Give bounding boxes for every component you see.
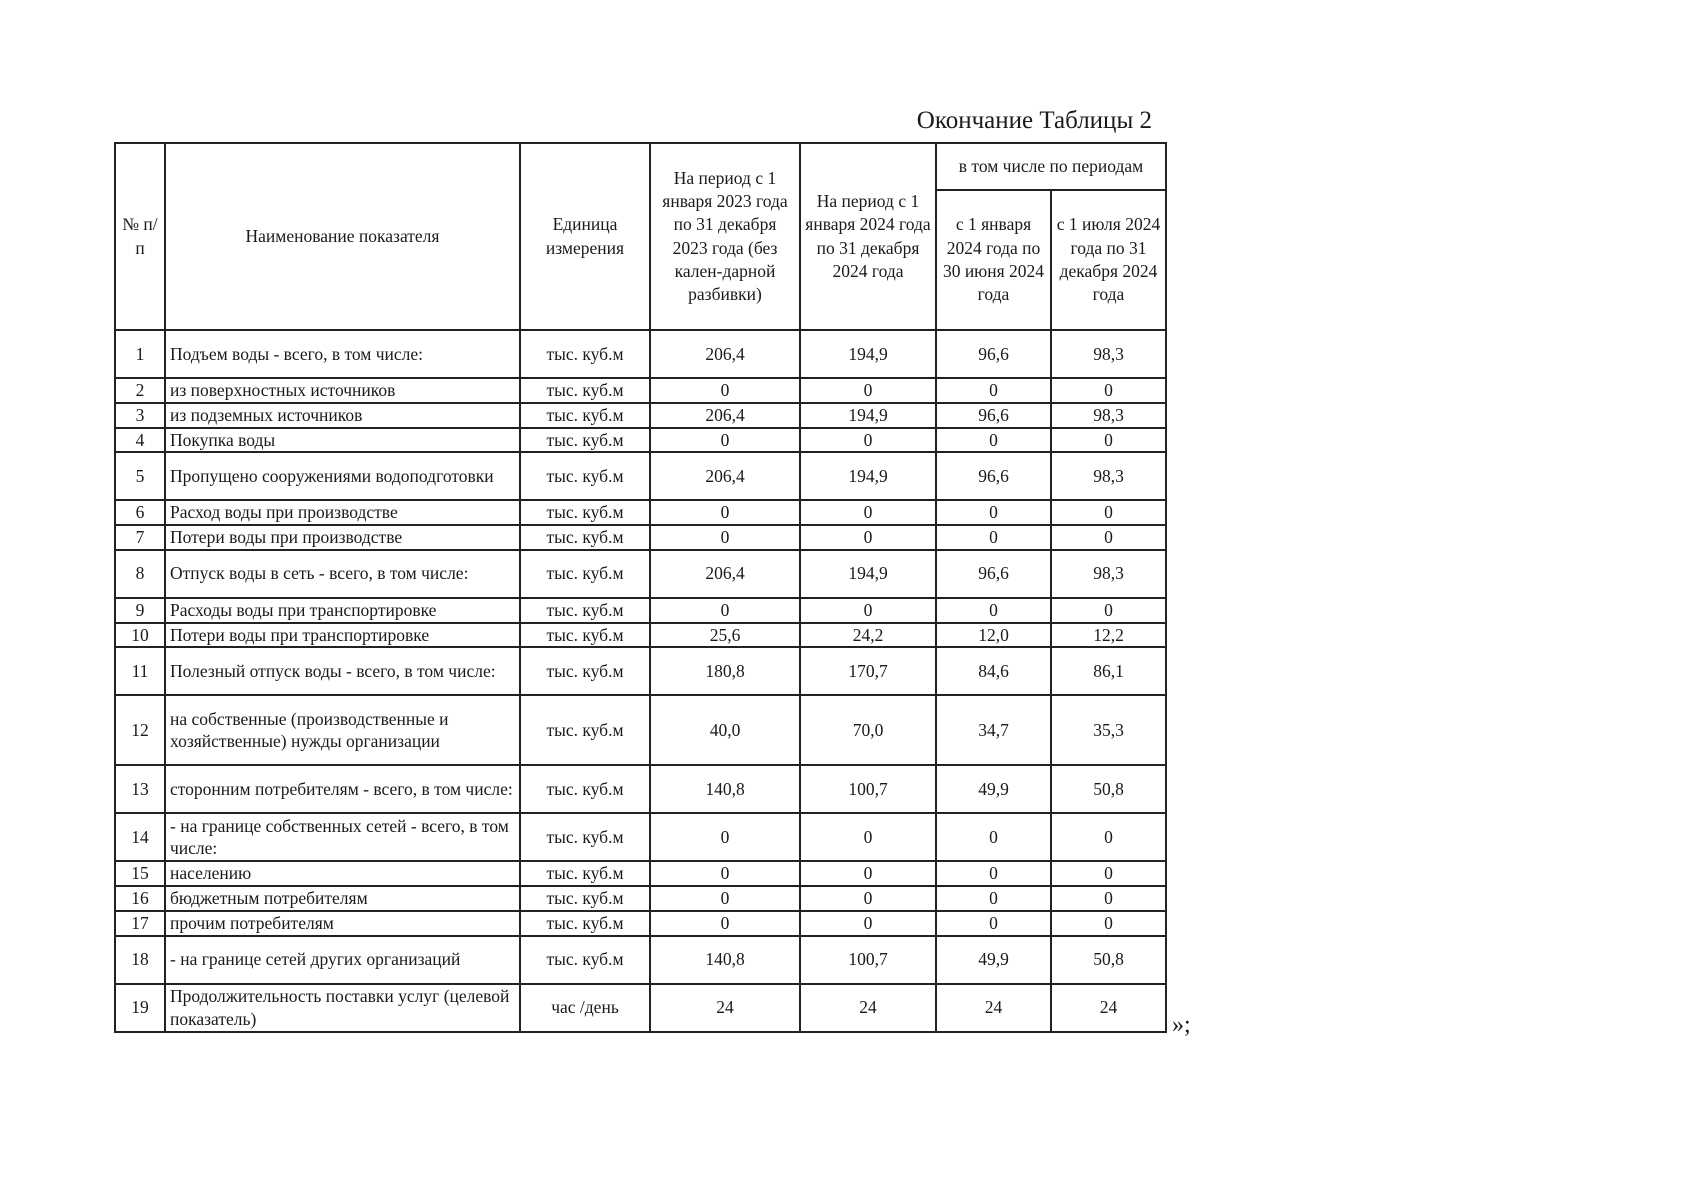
indicator-name-cell: сторонним потребителям - всего, в том числе: bbox=[165, 765, 520, 813]
unit-cell: тыс. куб.м bbox=[520, 695, 650, 765]
value-first-half-2024-cell: 96,6 bbox=[936, 550, 1051, 598]
row-number-cell: 9 bbox=[115, 598, 165, 623]
value-2024-cell: 194,9 bbox=[800, 403, 936, 428]
header-num: № п/п bbox=[115, 143, 165, 330]
value-2024-cell: 0 bbox=[800, 861, 936, 886]
row-number-cell: 15 bbox=[115, 861, 165, 886]
unit-cell: тыс. куб.м bbox=[520, 378, 650, 403]
value-2023-cell: 206,4 bbox=[650, 330, 800, 378]
value-2024-cell: 0 bbox=[800, 500, 936, 525]
table-row bbox=[115, 886, 1166, 911]
value-second-half-2024-cell: 0 bbox=[1051, 428, 1166, 453]
indicator-name-cell: Продолжительность поставки услуг (целевой показатель) bbox=[165, 984, 520, 1032]
indicator-name-cell: Расходы воды при транспортировке bbox=[165, 598, 520, 623]
header-including-periods: в том числе по периодам bbox=[936, 143, 1166, 190]
row-number-cell: 5 bbox=[115, 452, 165, 500]
value-2024-cell: 100,7 bbox=[800, 765, 936, 813]
header-unit: Единица измерения bbox=[520, 143, 650, 330]
row-number-cell: 2 bbox=[115, 378, 165, 403]
indicator-name-cell: Полезный отпуск воды - всего, в том числе: bbox=[165, 647, 520, 695]
row-number-cell: 12 bbox=[115, 695, 165, 765]
value-2023-cell: 0 bbox=[650, 861, 800, 886]
table-row bbox=[115, 525, 1166, 550]
value-2024-cell: 0 bbox=[800, 911, 936, 936]
indicator-name-cell: населению bbox=[165, 861, 520, 886]
value-first-half-2024-cell: 0 bbox=[936, 378, 1051, 403]
value-first-half-2024-cell: 12,0 bbox=[936, 623, 1051, 648]
value-2024-cell: 194,9 bbox=[800, 452, 936, 500]
unit-cell: тыс. куб.м bbox=[520, 647, 650, 695]
value-2023-cell: 206,4 bbox=[650, 550, 800, 598]
value-second-half-2024-cell: 0 bbox=[1051, 886, 1166, 911]
value-2024-cell: 170,7 bbox=[800, 647, 936, 695]
indicator-name-cell: - на границе сетей других организаций bbox=[165, 936, 520, 984]
header-name: Наименование показателя bbox=[165, 143, 520, 330]
value-2023-cell: 0 bbox=[650, 813, 800, 861]
value-second-half-2024-cell: 50,8 bbox=[1051, 936, 1166, 984]
header-period-2024: На период с 1 января 2024 года по 31 декабря 2024 года bbox=[800, 143, 936, 330]
value-2023-cell: 206,4 bbox=[650, 452, 800, 500]
table-caption: Окончание Таблицы 2 bbox=[916, 107, 1152, 134]
value-2023-cell: 0 bbox=[650, 911, 800, 936]
table-row bbox=[115, 378, 1166, 403]
unit-cell: тыс. куб.м bbox=[520, 550, 650, 598]
unit-cell: тыс. куб.м bbox=[520, 861, 650, 886]
value-2024-cell: 0 bbox=[800, 428, 936, 453]
table-row bbox=[115, 500, 1166, 525]
table-row bbox=[115, 936, 1166, 984]
unit-cell: тыс. куб.м bbox=[520, 330, 650, 378]
value-2024-cell: 0 bbox=[800, 598, 936, 623]
table-row bbox=[115, 861, 1166, 886]
indicator-name-cell: Пропущено сооружениями водоподготовки bbox=[165, 452, 520, 500]
row-number-cell: 4 bbox=[115, 428, 165, 453]
value-first-half-2024-cell: 84,6 bbox=[936, 647, 1051, 695]
table-row bbox=[115, 911, 1166, 936]
value-first-half-2024-cell: 0 bbox=[936, 861, 1051, 886]
value-2023-cell: 140,8 bbox=[650, 936, 800, 984]
value-second-half-2024-cell: 24 bbox=[1051, 984, 1166, 1032]
indicator-name-cell: из поверхностных источников bbox=[165, 378, 520, 403]
value-2024-cell: 0 bbox=[800, 813, 936, 861]
value-second-half-2024-cell: 12,2 bbox=[1051, 623, 1166, 648]
value-second-half-2024-cell: 0 bbox=[1051, 911, 1166, 936]
value-second-half-2024-cell: 98,3 bbox=[1051, 452, 1166, 500]
unit-cell: тыс. куб.м bbox=[520, 598, 650, 623]
indicator-name-cell: Подъем воды - всего, в том числе: bbox=[165, 330, 520, 378]
indicator-name-cell: Расход воды при производстве bbox=[165, 500, 520, 525]
table-row bbox=[115, 984, 1166, 1032]
value-first-half-2024-cell: 0 bbox=[936, 911, 1051, 936]
table-row bbox=[115, 695, 1166, 765]
value-first-half-2024-cell: 24 bbox=[936, 984, 1051, 1032]
unit-cell: тыс. куб.м bbox=[520, 886, 650, 911]
unit-cell: тыс. куб.м bbox=[520, 813, 650, 861]
value-first-half-2024-cell: 49,9 bbox=[936, 936, 1051, 984]
value-first-half-2024-cell: 96,6 bbox=[936, 330, 1051, 378]
value-second-half-2024-cell: 0 bbox=[1051, 525, 1166, 550]
value-second-half-2024-cell: 0 bbox=[1051, 500, 1166, 525]
indicators-table bbox=[114, 142, 1167, 1033]
value-second-half-2024-cell: 0 bbox=[1051, 813, 1166, 861]
value-first-half-2024-cell: 96,6 bbox=[936, 403, 1051, 428]
row-number-cell: 8 bbox=[115, 550, 165, 598]
value-2024-cell: 0 bbox=[800, 525, 936, 550]
row-number-cell: 3 bbox=[115, 403, 165, 428]
indicator-name-cell: Покупка воды bbox=[165, 428, 520, 453]
value-second-half-2024-cell: 98,3 bbox=[1051, 403, 1166, 428]
value-first-half-2024-cell: 96,6 bbox=[936, 452, 1051, 500]
value-2024-cell: 194,9 bbox=[800, 550, 936, 598]
table-row bbox=[115, 550, 1166, 598]
value-second-half-2024-cell: 0 bbox=[1051, 598, 1166, 623]
row-number-cell: 10 bbox=[115, 623, 165, 648]
value-first-half-2024-cell: 34,7 bbox=[936, 695, 1051, 765]
unit-cell: тыс. куб.м bbox=[520, 936, 650, 984]
row-number-cell: 7 bbox=[115, 525, 165, 550]
value-2024-cell: 0 bbox=[800, 378, 936, 403]
row-number-cell: 14 bbox=[115, 813, 165, 861]
value-2024-cell: 24 bbox=[800, 984, 936, 1032]
row-number-cell: 6 bbox=[115, 500, 165, 525]
header-period-2023: На период с 1 января 2023 года по 31 декабря 2023 года (без кален-дарной разбивки) bbox=[650, 143, 800, 330]
indicator-name-cell: Потери воды при производстве bbox=[165, 525, 520, 550]
value-2024-cell: 70,0 bbox=[800, 695, 936, 765]
unit-cell: тыс. куб.м bbox=[520, 623, 650, 648]
value-first-half-2024-cell: 0 bbox=[936, 500, 1051, 525]
indicator-name-cell: бюджетным потребителям bbox=[165, 886, 520, 911]
header-second-half-2024: с 1 июля 2024 года по 31 декабря 2024 года bbox=[1051, 190, 1166, 330]
value-2024-cell: 194,9 bbox=[800, 330, 936, 378]
value-2023-cell: 25,6 bbox=[650, 623, 800, 648]
table-row bbox=[115, 647, 1166, 695]
value-second-half-2024-cell: 86,1 bbox=[1051, 647, 1166, 695]
indicator-name-cell: - на границе собственных сетей - всего, в том числе: bbox=[165, 813, 520, 861]
value-second-half-2024-cell: 35,3 bbox=[1051, 695, 1166, 765]
value-second-half-2024-cell: 50,8 bbox=[1051, 765, 1166, 813]
value-2023-cell: 40,0 bbox=[650, 695, 800, 765]
closing-quote-mark: »; bbox=[1172, 1012, 1191, 1038]
unit-cell: тыс. куб.м bbox=[520, 428, 650, 453]
row-number-cell: 13 bbox=[115, 765, 165, 813]
row-number-cell: 16 bbox=[115, 886, 165, 911]
unit-cell: тыс. куб.м bbox=[520, 765, 650, 813]
unit-cell: тыс. куб.м bbox=[520, 911, 650, 936]
table-row bbox=[115, 623, 1166, 648]
row-number-cell: 11 bbox=[115, 647, 165, 695]
value-first-half-2024-cell: 0 bbox=[936, 813, 1051, 861]
value-2023-cell: 0 bbox=[650, 428, 800, 453]
value-first-half-2024-cell: 0 bbox=[936, 428, 1051, 453]
indicator-name-cell: из подземных источников bbox=[165, 403, 520, 428]
value-first-half-2024-cell: 49,9 bbox=[936, 765, 1051, 813]
value-2023-cell: 0 bbox=[650, 378, 800, 403]
value-2023-cell: 24 bbox=[650, 984, 800, 1032]
unit-cell: тыс. куб.м bbox=[520, 500, 650, 525]
value-2023-cell: 206,4 bbox=[650, 403, 800, 428]
value-2023-cell: 180,8 bbox=[650, 647, 800, 695]
table-row bbox=[115, 428, 1166, 453]
unit-cell: тыс. куб.м bbox=[520, 403, 650, 428]
indicator-name-cell: прочим потребителям bbox=[165, 911, 520, 936]
unit-cell: час /день bbox=[520, 984, 650, 1032]
indicator-name-cell: Потери воды при транспортировке bbox=[165, 623, 520, 648]
value-2023-cell: 140,8 bbox=[650, 765, 800, 813]
unit-cell: тыс. куб.м bbox=[520, 452, 650, 500]
value-2023-cell: 0 bbox=[650, 598, 800, 623]
row-number-cell: 18 bbox=[115, 936, 165, 984]
table-row bbox=[115, 330, 1166, 378]
indicator-name-cell: Отпуск воды в сеть - всего, в том числе: bbox=[165, 550, 520, 598]
value-first-half-2024-cell: 0 bbox=[936, 598, 1051, 623]
value-2023-cell: 0 bbox=[650, 500, 800, 525]
value-second-half-2024-cell: 0 bbox=[1051, 861, 1166, 886]
indicator-name-cell: на собственные (производственные и хозяйственные) нужды организации bbox=[165, 695, 520, 765]
value-second-half-2024-cell: 0 bbox=[1051, 378, 1166, 403]
value-2023-cell: 0 bbox=[650, 525, 800, 550]
header-first-half-2024: с 1 января 2024 года по 30 июня 2024 года bbox=[936, 190, 1051, 330]
row-number-cell: 19 bbox=[115, 984, 165, 1032]
table-row bbox=[115, 452, 1166, 500]
value-first-half-2024-cell: 0 bbox=[936, 886, 1051, 911]
table-row bbox=[115, 765, 1166, 813]
value-2024-cell: 0 bbox=[800, 886, 936, 911]
value-second-half-2024-cell: 98,3 bbox=[1051, 550, 1166, 598]
table-row bbox=[115, 598, 1166, 623]
row-number-cell: 1 bbox=[115, 330, 165, 378]
value-2024-cell: 24,2 bbox=[800, 623, 936, 648]
table-row bbox=[115, 403, 1166, 428]
value-2023-cell: 0 bbox=[650, 886, 800, 911]
value-second-half-2024-cell: 98,3 bbox=[1051, 330, 1166, 378]
value-2024-cell: 100,7 bbox=[800, 936, 936, 984]
row-number-cell: 17 bbox=[115, 911, 165, 936]
value-first-half-2024-cell: 0 bbox=[936, 525, 1051, 550]
table-row bbox=[115, 813, 1166, 861]
unit-cell: тыс. куб.м bbox=[520, 525, 650, 550]
